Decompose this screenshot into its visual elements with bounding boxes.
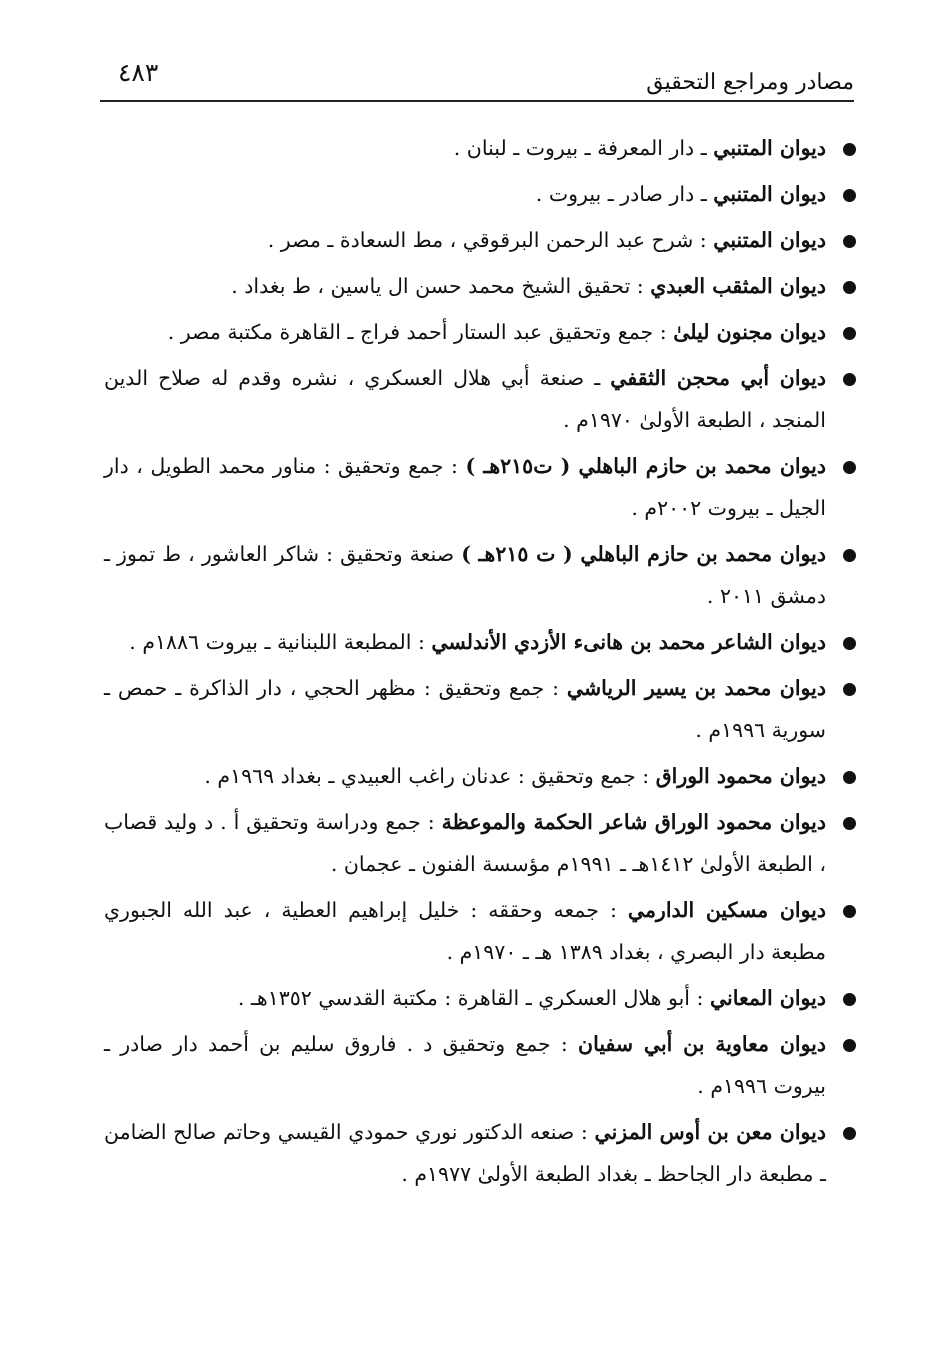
bibliography-entry — [104, 127, 856, 169]
bullet-icon — [843, 1039, 856, 1052]
entry-text: صنعة وتحقيق : شاكر العاشور ، ط تموز ـ دمشق ٢٠١١ . — [104, 542, 826, 608]
bibliography-entry — [104, 889, 856, 973]
entry-title: ديوان معاوية بن أبي سفيان — [578, 1032, 826, 1056]
entry-title: ديوان مسكين الدارمي — [627, 898, 826, 922]
bibliography-entry — [104, 357, 856, 441]
entry-title: ديوان معن بن أوس المزني — [594, 1120, 826, 1144]
bullet-icon — [843, 235, 856, 248]
bullet-icon — [843, 683, 856, 696]
entry-title: ديوان محمود الوراق — [655, 764, 826, 788]
section-title: مصادر ومراجع التحقيق — [646, 70, 854, 95]
bibliography-list — [104, 127, 856, 1199]
bullet-icon — [843, 817, 856, 830]
entry-text: : جمع وتحقيق : عدنان راغب العبيدي ـ بغداد ١٩٦٩م . — [204, 764, 650, 788]
entry-text: : صنعه الدكتور نوري حمودي القيسي وحاتم صالح الضامن ـ مطبعة دار الجاحظ ـ بغداد الطبعة الأولىٰ ١٩٧٧م . — [104, 1120, 826, 1186]
bullet-icon — [843, 327, 856, 340]
bibliography-entry — [104, 219, 856, 261]
bullet-icon — [843, 993, 856, 1006]
bibliography-entry — [104, 977, 856, 1019]
entry-text: : أبو هلال العسكري ـ القاهرة : مكتبة القدسي ١٣٥٢هـ . — [237, 986, 704, 1010]
entry-text: : جمع وتحقيق : مظهر الحجي ، دار الذاكرة ـ حمص ـ سورية ١٩٩٦م . — [104, 676, 826, 742]
bibliography-entry — [104, 445, 856, 529]
entry-title: ديوان محمد بن حازم الباهلي ( ت٢١٥هـ ) — [465, 454, 826, 478]
bibliography-entry — [104, 1111, 856, 1195]
bibliography-entry — [104, 755, 856, 797]
entry-text: : جمع وتحقيق : مناور محمد الطويل ، دار الجيل ـ بيروت ٢٠٠٢م . — [104, 454, 826, 520]
entry-title: ديوان المعاني — [709, 986, 826, 1010]
bibliography-entry — [104, 265, 856, 307]
entry-title: ديوان أبي محجن الثقفي — [610, 366, 826, 390]
page-number: ٤٨٣ — [118, 58, 159, 87]
bullet-icon — [843, 1127, 856, 1140]
entry-text: : جمع وتحقيق د . فاروق سليم بن أحمد دار صادر ـ بيروت ١٩٩٦م . — [104, 1032, 826, 1098]
bullet-icon — [843, 549, 856, 562]
entry-title: ديوان محمد بن يسير الرياشي — [566, 676, 826, 700]
entry-text: ـ دار المعرفة ـ بيروت ـ لبنان . — [453, 136, 707, 160]
entry-text: ـ صنعة أبي هلال العسكري ، نشره وقدم له صلاح الدين المنجد ، الطبعة الأولىٰ ١٩٧٠م . — [104, 366, 826, 432]
entry-title: ديوان المتنبي — [713, 182, 826, 206]
bullet-icon — [843, 771, 856, 784]
entry-title: ديوان مجنون ليلىٰ — [673, 320, 826, 344]
entry-text: : تحقيق الشيخ محمد حسن ال ياسين ، ط بغداد . — [231, 274, 644, 298]
entry-title: ديوان الشاعر محمد بن هانىء الأزدي الأندلسي — [431, 630, 826, 654]
entry-text: : جمعه وحققه : خليل إبراهيم العطية ، عبد الله الجبوري مطبعة دار البصري ، بغداد ١٣٨٩ هـ ـ ١٩٧٠م . — [104, 898, 826, 964]
bullet-icon — [843, 905, 856, 918]
entry-text: : جمع وتحقيق عبد الستار أحمد فراج ـ القاهرة مكتبة مصر . — [167, 320, 667, 344]
bibliography-entry — [104, 621, 856, 663]
bibliography-entry — [104, 311, 856, 353]
entry-title: ديوان محمد بن حازم الباهلي ( ت ٢١٥هـ ) — [461, 542, 826, 566]
bibliography-entry — [104, 667, 856, 751]
bullet-icon — [843, 637, 856, 650]
bibliography-entry — [104, 1023, 856, 1107]
entry-title: ديوان المثقب العبدي — [650, 274, 826, 298]
entry-title: ديوان المتنبي — [713, 136, 826, 160]
bullet-icon — [843, 373, 856, 386]
bibliography-entry — [104, 533, 856, 617]
entry-title: ديوان محمود الوراق شاعر الحكمة والموعظة — [441, 810, 826, 834]
bibliography-entry — [104, 173, 856, 215]
bullet-icon — [843, 189, 856, 202]
entry-text: : شرح عبد الرحمن البرقوقي ، مط السعادة ـ مصر . — [267, 228, 707, 252]
bibliography-entry — [104, 801, 856, 885]
bullet-icon — [843, 281, 856, 294]
entry-text: ـ دار صادر ـ بيروت . — [535, 182, 707, 206]
entry-text: : المطبعة اللبنانية ـ بيروت ١٨٨٦م . — [129, 630, 425, 654]
bullet-icon — [843, 461, 856, 474]
bullet-icon — [843, 143, 856, 156]
entry-text: : جمع ودراسة وتحقيق أ . د وليد قصاب ، الطبعة الأولىٰ ١٤١٢هـ ـ ١٩٩١م مؤسسة الفنون ـ عجمان . — [104, 810, 826, 876]
running-header — [100, 56, 854, 102]
entry-title: ديوان المتنبي — [713, 228, 826, 252]
